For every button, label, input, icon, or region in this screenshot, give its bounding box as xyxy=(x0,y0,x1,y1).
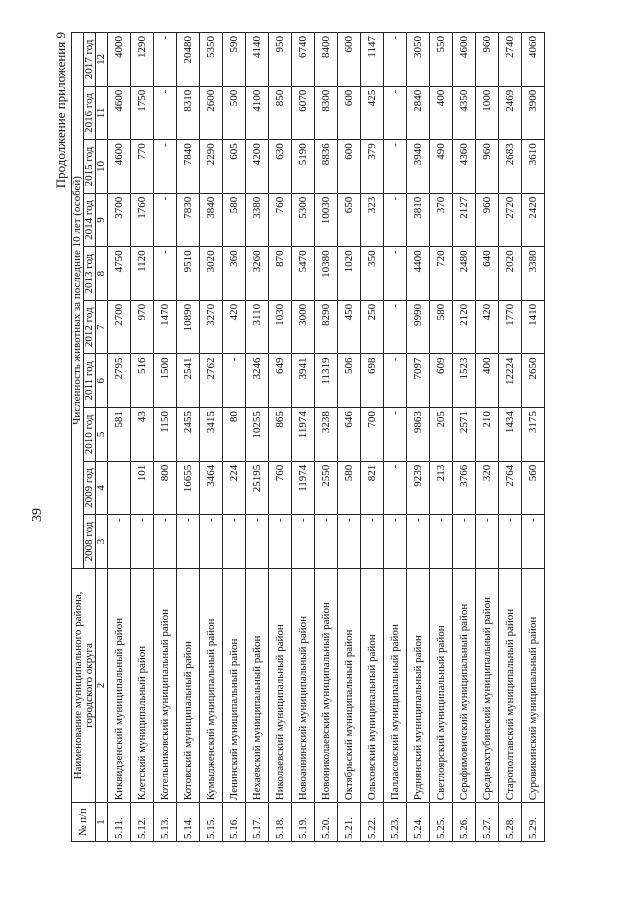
row-number: 5.29. xyxy=(522,803,545,842)
row-value: 500 xyxy=(223,86,246,140)
row-district-name: Новоаннинский муниципальный район xyxy=(292,568,315,802)
row-number: 5.25. xyxy=(430,803,453,842)
row-value: 320 xyxy=(476,461,499,515)
row-value: - xyxy=(154,247,177,301)
row-value: 1750 xyxy=(131,86,154,140)
row-value: 1147 xyxy=(361,33,384,87)
row-value: 2795 xyxy=(108,354,131,408)
row-value: - xyxy=(384,193,407,247)
header-year: 2010 год xyxy=(84,408,96,462)
row-value: 2455 xyxy=(177,408,200,462)
row-value: 960 xyxy=(476,140,499,194)
row-number: 5.12. xyxy=(131,803,154,842)
table-row xyxy=(499,33,522,842)
row-value: 506 xyxy=(338,354,361,408)
row-value: 360 xyxy=(223,247,246,301)
row-value: 3380 xyxy=(246,193,269,247)
row-value: - xyxy=(384,247,407,301)
row-value: 8310 xyxy=(177,86,200,140)
row-value: 3238 xyxy=(315,408,338,462)
row-value: 850 xyxy=(269,86,292,140)
row-value: 2571 xyxy=(453,408,476,462)
row-value: 2020 xyxy=(499,247,522,301)
row-value: 2550 xyxy=(315,461,338,515)
row-value: 250 xyxy=(361,300,384,354)
row-value: 3415 xyxy=(200,408,223,462)
row-value: 2420 xyxy=(522,193,545,247)
row-value: 646 xyxy=(338,408,361,462)
table-row xyxy=(476,33,499,842)
row-value: - xyxy=(131,515,154,568)
row-district-name: Старополтавский муниципальный район xyxy=(499,568,522,802)
row-value: 1150 xyxy=(154,408,177,462)
row-value: 516 xyxy=(131,354,154,408)
row-number: 5.14. xyxy=(177,803,200,842)
header-col-index: 6 xyxy=(96,354,108,408)
row-value: 865 xyxy=(269,408,292,462)
row-value: 4600 xyxy=(108,86,131,140)
row-value: 970 xyxy=(131,300,154,354)
row-value: 3246 xyxy=(246,354,269,408)
row-value: 10030 xyxy=(315,193,338,247)
table-row xyxy=(131,33,154,842)
row-value: 1523 xyxy=(453,354,476,408)
row-value: 1030 xyxy=(269,300,292,354)
row-value: 630 xyxy=(269,140,292,194)
row-value: 2541 xyxy=(177,354,200,408)
row-value: 600 xyxy=(338,86,361,140)
row-value: 3110 xyxy=(246,300,269,354)
row-district-name: Нехаевский муниципальный район xyxy=(246,568,269,802)
row-value: 821 xyxy=(361,461,384,515)
row-value: 4350 xyxy=(453,86,476,140)
row-number: 5.13. xyxy=(154,803,177,842)
row-number: 5.18. xyxy=(269,803,292,842)
row-value: 649 xyxy=(269,354,292,408)
row-value: 8290 xyxy=(315,300,338,354)
row-district-name: Котовский муниципальный район xyxy=(177,568,200,802)
row-value: 1290 xyxy=(131,33,154,87)
row-number: 5.19. xyxy=(292,803,315,842)
row-number: 5.11. xyxy=(108,803,131,842)
row-value: - xyxy=(453,515,476,568)
row-value: 11974 xyxy=(292,408,315,462)
row-value: - xyxy=(522,515,545,568)
row-value: 1000 xyxy=(476,86,499,140)
row-value: - xyxy=(384,300,407,354)
row-value: 5300 xyxy=(292,193,315,247)
row-value: 4750 xyxy=(108,247,131,301)
row-value: 590 xyxy=(223,33,246,87)
row-value: - xyxy=(154,140,177,194)
table-row xyxy=(108,33,131,842)
header-col-index: 3 xyxy=(96,515,108,568)
row-value: 43 xyxy=(131,408,154,462)
row-value: 20480 xyxy=(177,33,200,87)
row-value: 9863 xyxy=(407,408,430,462)
row-value: 2740 xyxy=(499,33,522,87)
row-value: 2480 xyxy=(453,247,476,301)
row-value: - xyxy=(361,515,384,568)
row-value: 6740 xyxy=(292,33,315,87)
row-value: 3175 xyxy=(522,408,545,462)
row-value: 5350 xyxy=(200,33,223,87)
row-district-name: Ленинский муниципальный район xyxy=(223,568,246,802)
header-col-index: 10 xyxy=(96,140,108,194)
row-value: 1020 xyxy=(338,247,361,301)
row-value: - xyxy=(154,193,177,247)
row-number: 5.21. xyxy=(338,803,361,842)
row-number: 5.22. xyxy=(361,803,384,842)
row-district-name: Киквидзенский муниципальный район xyxy=(108,568,131,802)
row-value: 210 xyxy=(476,408,499,462)
row-value: 2127 xyxy=(453,193,476,247)
row-value: 2290 xyxy=(200,140,223,194)
row-district-name: Палласовский муниципальный район xyxy=(384,568,407,802)
row-value: 1500 xyxy=(154,354,177,408)
row-value: 600 xyxy=(338,33,361,87)
header-year: 2015 год xyxy=(84,140,96,194)
page-number: 39 xyxy=(30,508,45,522)
header-col-index: 2 xyxy=(96,568,108,802)
row-value: 450 xyxy=(338,300,361,354)
row-value: 2683 xyxy=(499,140,522,194)
row-value: 800 xyxy=(154,461,177,515)
row-value: 12224 xyxy=(499,354,522,408)
header-name: Наименование муниципального района, городского округа xyxy=(72,568,96,802)
row-district-name: Октябрьский муниципальный район xyxy=(338,568,361,802)
row-district-name: Котельниковский муниципальный район xyxy=(154,568,177,802)
row-value: 4140 xyxy=(246,33,269,87)
row-value: 8400 xyxy=(315,33,338,87)
table-row xyxy=(384,33,407,842)
row-number: 5.24. xyxy=(407,803,430,842)
row-value: 4100 xyxy=(246,86,269,140)
row-value: 650 xyxy=(338,193,361,247)
row-value: 3810 xyxy=(407,193,430,247)
row-value: 3766 xyxy=(453,461,476,515)
row-value: 4200 xyxy=(246,140,269,194)
row-value: 2600 xyxy=(200,86,223,140)
row-value: 2469 xyxy=(499,86,522,140)
row-value: 8836 xyxy=(315,140,338,194)
header-year: 2013 год xyxy=(84,247,96,301)
row-value: 10890 xyxy=(177,300,200,354)
row-value: 350 xyxy=(361,247,384,301)
header-col-index: 11 xyxy=(96,86,108,140)
table-row xyxy=(361,33,384,842)
table-row xyxy=(315,33,338,842)
row-value: 16655 xyxy=(177,461,200,515)
rotated-page xyxy=(25,22,615,882)
row-value: - xyxy=(246,515,269,568)
row-value: - xyxy=(384,515,407,568)
row-value: - xyxy=(384,354,407,408)
row-value: 580 xyxy=(338,461,361,515)
row-value: 11319 xyxy=(315,354,338,408)
row-value: - xyxy=(177,515,200,568)
header-col-index: 4 xyxy=(96,461,108,515)
row-value: 5470 xyxy=(292,247,315,301)
row-value: - xyxy=(223,354,246,408)
row-value: - xyxy=(407,515,430,568)
row-value: 3610 xyxy=(522,140,545,194)
row-value: 609 xyxy=(430,354,453,408)
header-col-index: 7 xyxy=(96,300,108,354)
row-value: 4600 xyxy=(453,33,476,87)
row-value: 7097 xyxy=(407,354,430,408)
row-value: 9990 xyxy=(407,300,430,354)
row-number: 5.15. xyxy=(200,803,223,842)
row-value: 4000 xyxy=(108,33,131,87)
table-row xyxy=(246,33,269,842)
header-group-title: Численность животных за последние 10 лет (особей) xyxy=(72,33,84,569)
row-value: 4060 xyxy=(522,33,545,87)
header-col-index: 12 xyxy=(96,33,108,87)
header-year: 2017 год xyxy=(84,33,96,87)
row-value: 379 xyxy=(361,140,384,194)
row-value: 2650 xyxy=(522,354,545,408)
row-value: 8300 xyxy=(315,86,338,140)
row-value: - xyxy=(384,33,407,87)
row-value: 1410 xyxy=(522,300,545,354)
row-district-name: Среднеахтубинский муниципальный район xyxy=(476,568,499,802)
header-col-index: 5 xyxy=(96,408,108,462)
header-year: 2009 год xyxy=(84,461,96,515)
continuation-label: Продолжение приложения 9 xyxy=(53,32,68,189)
table-row xyxy=(292,33,315,842)
row-district-name: Кумылженский муниципальный район xyxy=(200,568,223,802)
row-district-name: Николаевский муниципальный район xyxy=(269,568,292,802)
row-value: 400 xyxy=(430,86,453,140)
row-value: - xyxy=(338,515,361,568)
row-value: 224 xyxy=(223,461,246,515)
row-value: 770 xyxy=(131,140,154,194)
table-row xyxy=(200,33,223,842)
row-value: - xyxy=(384,408,407,462)
row-value: 580 xyxy=(430,300,453,354)
row-value: 420 xyxy=(476,300,499,354)
header-year: 2012 год xyxy=(84,300,96,354)
row-value: 960 xyxy=(476,193,499,247)
row-value: 2720 xyxy=(499,193,522,247)
row-value: - xyxy=(223,515,246,568)
row-value: - xyxy=(154,86,177,140)
row-value: 1770 xyxy=(499,300,522,354)
row-value: 4600 xyxy=(108,140,131,194)
row-value: 400 xyxy=(476,354,499,408)
row-district-name: Светлоярский муниципальный район xyxy=(430,568,453,802)
row-value: 10255 xyxy=(246,408,269,462)
row-value: 870 xyxy=(269,247,292,301)
row-value: 3020 xyxy=(200,247,223,301)
row-value: 2764 xyxy=(499,461,522,515)
table-row xyxy=(522,33,545,842)
row-value: 11974 xyxy=(292,461,315,515)
row-value: 4400 xyxy=(407,247,430,301)
row-value: 550 xyxy=(430,33,453,87)
row-value: 3840 xyxy=(200,193,223,247)
row-value: 213 xyxy=(430,461,453,515)
row-value: 1760 xyxy=(131,193,154,247)
row-value: 2762 xyxy=(200,354,223,408)
row-value: - xyxy=(200,515,223,568)
row-number: 5.16. xyxy=(223,803,246,842)
table-row xyxy=(338,33,361,842)
row-value: 1434 xyxy=(499,408,522,462)
row-value: 9239 xyxy=(407,461,430,515)
row-value: 370 xyxy=(430,193,453,247)
row-value: 420 xyxy=(223,300,246,354)
row-value: 4360 xyxy=(453,140,476,194)
row-value: 581 xyxy=(108,408,131,462)
row-number: 5.20. xyxy=(315,803,338,842)
row-value: 490 xyxy=(430,140,453,194)
row-value: 3000 xyxy=(292,300,315,354)
row-value: 3050 xyxy=(407,33,430,87)
row-district-name: Ольховский муниципальный район xyxy=(361,568,384,802)
row-number: 5.23. xyxy=(384,803,407,842)
row-value: 3270 xyxy=(200,300,223,354)
animal-count-table xyxy=(71,32,545,842)
row-value: 760 xyxy=(269,193,292,247)
header-col-index: 1 xyxy=(96,803,108,842)
row-value: 3260 xyxy=(246,247,269,301)
row-value: - xyxy=(292,515,315,568)
row-value: 80 xyxy=(223,408,246,462)
row-value: 2840 xyxy=(407,86,430,140)
table-row xyxy=(269,33,292,842)
table-row xyxy=(453,33,476,842)
table-row xyxy=(177,33,200,842)
row-number: 5.26. xyxy=(453,803,476,842)
row-value: 560 xyxy=(522,461,545,515)
row-value: 10380 xyxy=(315,247,338,301)
row-value: 600 xyxy=(338,140,361,194)
row-value: - xyxy=(108,515,131,568)
row-value: - xyxy=(476,515,499,568)
row-value: 2120 xyxy=(453,300,476,354)
table-row xyxy=(430,33,453,842)
row-value: 3464 xyxy=(200,461,223,515)
header-number: № п/п xyxy=(72,803,96,842)
header-col-index: 8 xyxy=(96,247,108,301)
row-number: 5.27. xyxy=(476,803,499,842)
table-row xyxy=(154,33,177,842)
row-value: 7840 xyxy=(177,140,200,194)
row-value: 3900 xyxy=(522,86,545,140)
header-year: 2008 год xyxy=(84,515,96,568)
row-value: 3941 xyxy=(292,354,315,408)
row-value: - xyxy=(384,140,407,194)
row-value: - xyxy=(384,461,407,515)
table-row xyxy=(407,33,430,842)
row-district-name: Суровикинский муниципальный район xyxy=(522,568,545,802)
row-value: 1120 xyxy=(131,247,154,301)
row-value: - xyxy=(154,515,177,568)
row-value: 3380 xyxy=(522,247,545,301)
table-row xyxy=(223,33,246,842)
row-value: - xyxy=(499,515,522,568)
row-value: 25195 xyxy=(246,461,269,515)
row-value: 9510 xyxy=(177,247,200,301)
header-year: 2014 год xyxy=(84,193,96,247)
row-value xyxy=(108,461,131,515)
row-value: 698 xyxy=(361,354,384,408)
row-value: 960 xyxy=(476,33,499,87)
row-number: 5.17. xyxy=(246,803,269,842)
header-year: 2011 год xyxy=(84,354,96,408)
row-district-name: Руднянский муниципальный район xyxy=(407,568,430,802)
row-value: 3940 xyxy=(407,140,430,194)
row-value: 6070 xyxy=(292,86,315,140)
row-value: - xyxy=(384,86,407,140)
row-value: 1470 xyxy=(154,300,177,354)
row-value: 3700 xyxy=(108,193,131,247)
row-value: 950 xyxy=(269,33,292,87)
header-year: 2016 год xyxy=(84,86,96,140)
row-value: 2700 xyxy=(108,300,131,354)
row-value: 720 xyxy=(430,247,453,301)
row-value: 580 xyxy=(223,193,246,247)
row-district-name: Новониколаевский муниципальный район xyxy=(315,568,338,802)
row-value: - xyxy=(154,33,177,87)
row-number: 5.28. xyxy=(499,803,522,842)
row-value: 700 xyxy=(361,408,384,462)
row-district-name: Серафимовичский муниципальный район xyxy=(453,568,476,802)
row-value: - xyxy=(269,515,292,568)
row-value: 5190 xyxy=(292,140,315,194)
row-value: 760 xyxy=(269,461,292,515)
row-value: 205 xyxy=(430,408,453,462)
row-value: - xyxy=(315,515,338,568)
row-value: 605 xyxy=(223,140,246,194)
row-value: 101 xyxy=(131,461,154,515)
row-value: 323 xyxy=(361,193,384,247)
row-value: 7830 xyxy=(177,193,200,247)
row-value: - xyxy=(430,515,453,568)
header-col-index: 9 xyxy=(96,193,108,247)
row-value: 640 xyxy=(476,247,499,301)
row-value: 425 xyxy=(361,86,384,140)
row-district-name: Клетский муниципальный район xyxy=(131,568,154,802)
